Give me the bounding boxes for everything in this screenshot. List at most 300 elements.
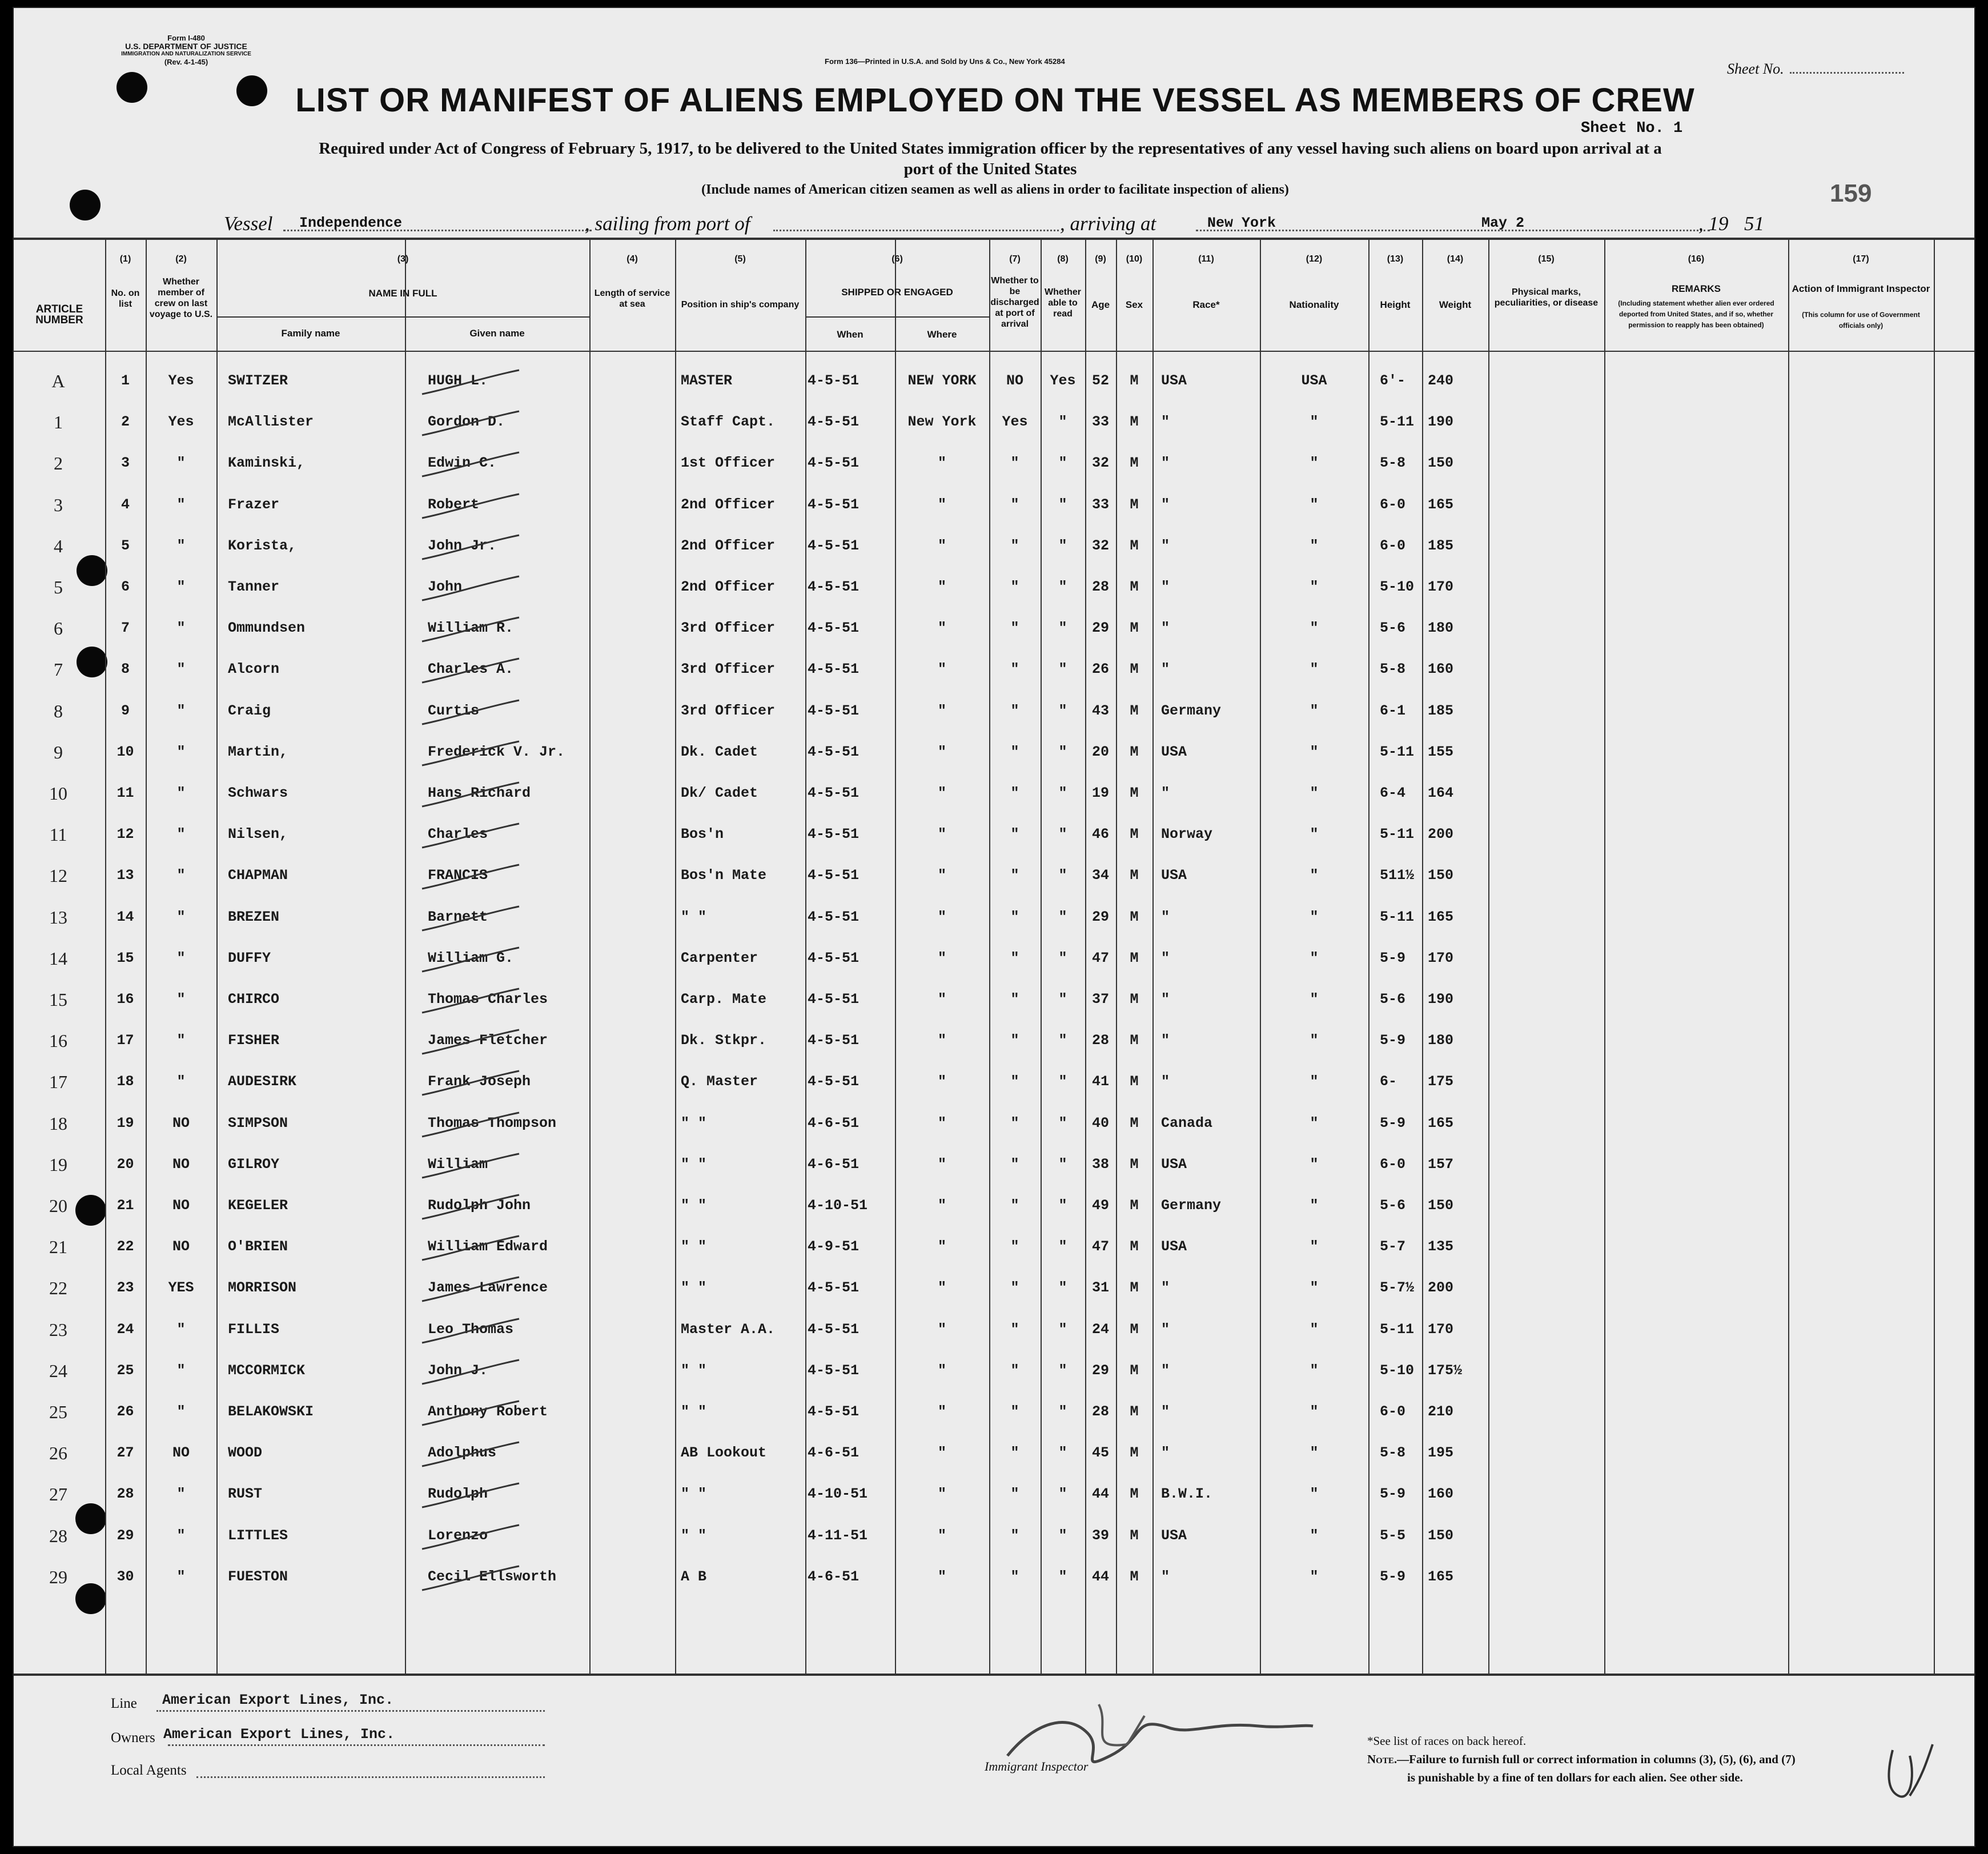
row-list-number: 30 <box>117 1568 134 1585</box>
row-discharge-flag: " <box>1010 1114 1019 1131</box>
row-nationality: " <box>1310 579 1319 595</box>
row-list-number: 8 <box>121 661 130 678</box>
row-height: 6- <box>1380 1073 1397 1090</box>
article-number: 16 <box>49 1030 67 1052</box>
service-length-mark <box>416 1520 531 1555</box>
row-read-flag: " <box>1058 1279 1067 1297</box>
row-list-number: 27 <box>117 1444 134 1462</box>
row-read-flag: Yes <box>1050 372 1076 389</box>
row-position: Dk. Cadet <box>681 743 758 760</box>
row-age: 47 <box>1091 1238 1109 1255</box>
row-list-number: 22 <box>117 1238 134 1255</box>
row-sex: M <box>1130 949 1139 966</box>
row-age: 26 <box>1091 661 1109 678</box>
row-height: 6'- <box>1380 372 1406 389</box>
row-shipped-where: " <box>937 661 946 678</box>
row-last-voyage: " <box>176 743 186 760</box>
row-shipped-where: " <box>937 1321 946 1338</box>
row-family-name: BREZEN <box>228 908 280 925</box>
col-remarks-header: REMARKS <box>1672 283 1721 294</box>
col-inspector-note: (This column for use of Government officials only) <box>1802 311 1920 330</box>
row-given-name: Hans Richard <box>428 785 531 801</box>
article-number-header: ARTICLE NUMBER <box>35 304 83 326</box>
row-nationality: " <box>1310 455 1319 472</box>
row-race: " <box>1161 1568 1170 1585</box>
service-length-mark <box>416 696 531 730</box>
row-list-number: 11 <box>117 785 134 801</box>
inspector-signature <box>996 1693 1316 1790</box>
row-sex: M <box>1130 1279 1139 1297</box>
row-read-flag: " <box>1058 991 1067 1008</box>
row-position: 1st Officer <box>681 455 776 472</box>
row-discharge-flag: " <box>1010 1362 1019 1379</box>
row-read-flag: " <box>1058 661 1067 678</box>
row-list-number: 20 <box>117 1155 134 1173</box>
article-number: 13 <box>49 906 67 928</box>
row-read-flag: " <box>1058 1032 1067 1049</box>
article-number: 4 <box>54 535 63 556</box>
vessel-name[interactable]: Independence <box>299 215 403 231</box>
row-nationality: " <box>1310 1568 1319 1585</box>
sheet-stamp: Sheet No. 1 <box>1581 120 1683 137</box>
service-length-mark <box>416 1025 531 1060</box>
row-nationality: " <box>1310 661 1319 678</box>
row-position: " " <box>681 1486 707 1503</box>
article-number: 17 <box>49 1072 67 1093</box>
row-given-name: Gordon D. <box>428 414 505 431</box>
column-rule <box>1488 238 1489 1674</box>
row-position: " " <box>681 908 707 925</box>
col-nationality-header: Nationality <box>1289 299 1339 310</box>
row-last-voyage: " <box>176 1568 186 1585</box>
row-age: 29 <box>1091 1362 1109 1379</box>
row-sex: M <box>1130 1362 1139 1379</box>
punch-hole <box>75 1583 106 1614</box>
row-family-name: Korista, <box>228 537 297 554</box>
row-discharge-flag: " <box>1010 743 1019 760</box>
row-shipped-when: 4-5-51 <box>808 414 860 431</box>
row-last-voyage: Yes <box>168 372 194 389</box>
row-given-name: John <box>428 579 463 595</box>
note-text: —Failure to furnish full or correct information in columns (3), (5), (6), and (7) <box>1397 1752 1796 1766</box>
arrival-year[interactable]: 51 <box>1744 212 1764 235</box>
row-family-name: Tanner <box>228 579 280 595</box>
name-subheader-rule <box>216 316 589 318</box>
row-shipped-where: " <box>937 1279 946 1297</box>
row-height: 5-9 <box>1380 1568 1406 1585</box>
row-list-number: 5 <box>121 537 130 554</box>
row-weight: 200 <box>1428 1279 1454 1297</box>
row-height: 5-7½ <box>1380 1279 1415 1297</box>
row-given-name: James Lawrence <box>428 1279 548 1297</box>
col-8-number: (8) <box>1057 254 1069 264</box>
row-shipped-where: NEW YORK <box>907 372 977 389</box>
row-read-flag: " <box>1058 1444 1067 1462</box>
row-position: Bos'n <box>681 826 724 843</box>
row-race: " <box>1161 1362 1170 1379</box>
row-position: " " <box>681 1362 707 1379</box>
row-family-name: MCCORMICK <box>228 1362 306 1379</box>
col-5-number: (5) <box>734 254 746 264</box>
service-length-mark <box>416 531 531 565</box>
row-position: 2nd Officer <box>681 537 776 554</box>
row-last-voyage: NO <box>172 1155 190 1173</box>
row-sex: M <box>1130 908 1139 925</box>
row-race: " <box>1161 537 1170 554</box>
row-discharge-flag: " <box>1010 1155 1019 1173</box>
row-race: " <box>1161 949 1170 966</box>
row-discharge-flag: " <box>1010 826 1019 843</box>
row-given-name: Charles A. <box>428 661 514 678</box>
row-read-flag: " <box>1058 620 1067 637</box>
row-shipped-when: 4-5-51 <box>808 496 860 513</box>
service-length-mark <box>416 737 531 771</box>
row-family-name: WOOD <box>228 1444 263 1462</box>
row-read-flag: " <box>1058 455 1067 472</box>
article-number: 9 <box>54 741 63 763</box>
row-shipped-when: 4-5-51 <box>808 661 860 678</box>
row-race: USA <box>1161 1238 1187 1255</box>
row-given-name: Thomas Thompson <box>428 1114 557 1131</box>
row-family-name: SWITZER <box>228 372 288 389</box>
service-length-mark <box>416 1438 531 1472</box>
row-race: " <box>1161 991 1170 1008</box>
row-read-flag: " <box>1058 537 1067 554</box>
row-position: " " <box>681 1197 707 1214</box>
row-list-number: 15 <box>117 949 134 966</box>
row-shipped-when: 4-11-51 <box>808 1527 868 1544</box>
row-last-voyage: " <box>176 620 186 637</box>
row-last-voyage: " <box>176 1032 186 1049</box>
service-length-mark <box>416 1314 531 1349</box>
row-family-name: Nilsen, <box>228 826 288 843</box>
row-read-flag: " <box>1058 1197 1067 1214</box>
row-nationality: " <box>1310 1362 1319 1379</box>
col-given-name-header: Given name <box>469 328 525 339</box>
row-shipped-where: " <box>937 1486 946 1503</box>
penalty-note-cont: is punishable by a fine of ten dollars for each alien. See other side. <box>1407 1771 1743 1784</box>
column-rule <box>405 238 406 1674</box>
row-shipped-when: 4-10-51 <box>808 1197 868 1214</box>
col-10-number: (10) <box>1126 254 1143 264</box>
col-6-number: (6) <box>891 254 903 264</box>
row-given-name: James Fletcher <box>428 1032 548 1049</box>
row-sex: M <box>1130 743 1139 760</box>
row-weight: 180 <box>1428 1032 1454 1049</box>
row-age: 47 <box>1091 949 1109 966</box>
row-height: 5-8 <box>1380 661 1406 678</box>
row-sex: M <box>1130 1568 1139 1585</box>
article-number: 5 <box>54 577 63 597</box>
column-rule <box>589 238 591 1674</box>
row-shipped-where: " <box>937 1403 946 1420</box>
row-read-flag: " <box>1058 826 1067 843</box>
row-last-voyage: NO <box>172 1114 190 1131</box>
arriving-label: , arriving at <box>1060 212 1156 235</box>
row-weight: 170 <box>1428 949 1454 966</box>
row-shipped-where: " <box>937 743 946 760</box>
row-height: 6-0 <box>1380 1155 1406 1173</box>
row-read-flag: " <box>1058 949 1067 966</box>
row-shipped-where: " <box>937 496 946 513</box>
punch-hole <box>77 555 107 586</box>
row-shipped-where: " <box>937 1362 946 1379</box>
row-shipped-when: 4-5-51 <box>808 743 860 760</box>
column-rule <box>675 238 676 1674</box>
row-discharge-flag: " <box>1010 1238 1019 1255</box>
row-shipped-where: " <box>937 702 946 719</box>
row-list-number: 3 <box>121 455 130 472</box>
row-age: 31 <box>1091 1279 1109 1297</box>
row-race: USA <box>1161 1527 1187 1544</box>
row-shipped-where: " <box>937 785 946 801</box>
row-list-number: 29 <box>117 1527 134 1544</box>
row-read-flag: " <box>1058 785 1067 801</box>
row-nationality: " <box>1310 1321 1319 1338</box>
col-17-number: (17) <box>1853 254 1869 264</box>
col-height-header: Height <box>1380 299 1411 310</box>
column-rule <box>1604 238 1605 1674</box>
row-discharge-flag: Yes <box>1002 414 1028 431</box>
row-race: " <box>1161 455 1170 472</box>
row-family-name: LITTLES <box>228 1527 288 1544</box>
include-note: (Include names of American citizen seamen as well as aliens in order to facilitate inspection of aliens) <box>701 182 1289 197</box>
row-age: 41 <box>1091 1073 1109 1090</box>
article-number: 18 <box>49 1113 67 1134</box>
row-race: " <box>1161 1279 1170 1297</box>
row-sex: M <box>1130 1073 1139 1090</box>
row-race: " <box>1161 1073 1170 1090</box>
row-weight: 185 <box>1428 537 1454 554</box>
article-number: 3 <box>54 494 63 515</box>
row-position: Master A.A. <box>681 1321 776 1338</box>
row-height: 5-7 <box>1380 1238 1406 1255</box>
row-read-flag: " <box>1058 1403 1067 1420</box>
row-weight: 150 <box>1428 1197 1454 1214</box>
row-age: 40 <box>1091 1114 1109 1131</box>
row-shipped-when: 4-5-51 <box>808 867 860 884</box>
row-sex: M <box>1130 991 1139 1008</box>
col-no-on-list-header: No. on list <box>111 288 140 309</box>
row-shipped-when: 4-5-51 <box>808 620 860 637</box>
row-family-name: FUESTON <box>228 1568 288 1585</box>
row-last-voyage: " <box>176 579 186 595</box>
row-family-name: Martin, <box>228 743 288 760</box>
row-weight: 190 <box>1428 414 1454 431</box>
row-age: 44 <box>1091 1568 1109 1585</box>
service-length-mark <box>416 613 531 647</box>
row-given-name: HUGH L. <box>428 372 488 389</box>
row-race: USA <box>1161 1155 1187 1173</box>
row-last-voyage: Yes <box>168 414 194 431</box>
col-inspector-header: Action of Immigrant Inspector <box>1792 283 1930 294</box>
row-last-voyage: " <box>176 1403 186 1420</box>
row-sex: M <box>1130 661 1139 678</box>
col-shipped-where-header: Where <box>927 329 957 340</box>
article-number: 14 <box>49 948 67 969</box>
row-shipped-where: " <box>937 908 946 925</box>
col-age-header: Age <box>1091 299 1110 310</box>
row-discharge-flag: " <box>1010 785 1019 801</box>
owners-value[interactable]: American Export Lines, Inc. <box>163 1726 395 1743</box>
row-nationality: " <box>1310 1444 1319 1462</box>
row-age: 28 <box>1091 1032 1109 1049</box>
col-race-header: Race* <box>1192 299 1220 310</box>
col-shipped-header: SHIPPED OR ENGAGED <box>841 287 953 298</box>
table-bottom-rule <box>14 1674 1975 1676</box>
row-discharge-flag: " <box>1010 620 1019 637</box>
row-sex: M <box>1130 620 1139 637</box>
row-sex: M <box>1130 1403 1139 1420</box>
row-weight: 155 <box>1428 743 1454 760</box>
service-length-mark <box>416 572 531 606</box>
row-shipped-when: 4-5-51 <box>808 579 860 595</box>
row-weight: 165 <box>1428 908 1454 925</box>
row-age: 28 <box>1091 1403 1109 1420</box>
row-age: 32 <box>1091 537 1109 554</box>
row-height: 5-10 <box>1380 1362 1415 1379</box>
row-last-voyage: " <box>176 1321 186 1338</box>
punch-hole <box>77 647 107 677</box>
row-height: 6-0 <box>1380 1403 1406 1420</box>
races-note: *See list of races on back hereof. <box>1367 1734 1527 1748</box>
row-sex: M <box>1130 1155 1139 1173</box>
row-family-name: KEGELER <box>228 1197 288 1214</box>
service-length-mark <box>416 489 531 524</box>
row-family-name: RUST <box>228 1486 263 1503</box>
row-race: " <box>1161 1444 1170 1462</box>
row-nationality: " <box>1310 1238 1319 1255</box>
row-family-name: Frazer <box>228 496 280 513</box>
row-family-name: FILLIS <box>228 1321 280 1338</box>
line-value[interactable]: American Export Lines, Inc. <box>162 1692 394 1708</box>
service-length-mark <box>416 1273 531 1307</box>
row-shipped-when: 4-5-51 <box>808 1362 860 1379</box>
row-shipped-when: 4-5-51 <box>808 1073 860 1090</box>
row-discharge-flag: " <box>1010 991 1019 1008</box>
table-top-rule <box>14 238 1975 240</box>
row-race: Norway <box>1161 826 1213 843</box>
service-length-mark <box>416 407 531 441</box>
row-height: 5-6 <box>1380 991 1406 1008</box>
row-discharge-flag: " <box>1010 455 1019 472</box>
col-4-number: (4) <box>626 254 638 264</box>
col-read-header: Whether able to read <box>1045 287 1081 319</box>
row-shipped-where: " <box>937 826 946 843</box>
row-read-flag: " <box>1058 1321 1067 1338</box>
row-shipped-where: " <box>937 1197 946 1214</box>
row-weight: 175½ <box>1428 1362 1463 1379</box>
col-3-number: (3) <box>397 254 409 264</box>
row-last-voyage: " <box>176 537 186 554</box>
row-given-name: Edwin C. <box>428 455 497 472</box>
row-age: 38 <box>1091 1155 1109 1173</box>
row-shipped-where: " <box>937 949 946 966</box>
row-nationality: " <box>1310 496 1319 513</box>
service-name: IMMIGRATION AND NATURALIZATION SERVICE <box>121 51 251 57</box>
row-nationality: USA <box>1301 372 1327 389</box>
col-16-number: (16) <box>1688 254 1705 264</box>
row-position: Staff Capt. <box>681 414 776 431</box>
service-length-mark <box>416 902 531 936</box>
row-family-name: Kaminski, <box>228 455 306 472</box>
service-length-mark <box>416 448 531 482</box>
row-given-name: John Jr. <box>428 537 497 554</box>
row-shipped-when: 4-5-51 <box>808 908 860 925</box>
row-shipped-where: " <box>937 579 946 595</box>
row-shipped-where: " <box>937 1114 946 1131</box>
row-family-name: AUDESIRK <box>228 1073 297 1090</box>
row-height: 5-9 <box>1380 1114 1406 1131</box>
row-height: 5-11 <box>1380 826 1415 843</box>
row-last-voyage: NO <box>172 1238 190 1255</box>
row-age: 32 <box>1091 455 1109 472</box>
row-race: " <box>1161 1321 1170 1338</box>
initials-mark <box>1875 1733 1938 1813</box>
sailing-label: , sailing from port of <box>585 212 750 235</box>
row-given-name: William <box>428 1155 488 1173</box>
row-height: 6-0 <box>1380 496 1406 513</box>
col-weight-header: Weight <box>1439 299 1472 310</box>
row-race: " <box>1161 661 1170 678</box>
year-label: , 19 <box>1698 212 1729 235</box>
row-height: 5-6 <box>1380 1197 1406 1214</box>
col-13-number: (13) <box>1387 254 1404 264</box>
row-nationality: " <box>1310 1279 1319 1297</box>
row-last-voyage: " <box>176 785 186 801</box>
row-shipped-where: " <box>937 1568 946 1585</box>
row-given-name: Cecil Ellsworth <box>428 1568 557 1585</box>
arriving-port[interactable]: New York <box>1207 215 1276 231</box>
row-shipped-where: " <box>937 1444 946 1462</box>
service-length-mark <box>416 943 531 977</box>
row-read-flag: " <box>1058 1527 1067 1544</box>
row-sex: M <box>1130 1197 1139 1214</box>
row-shipped-when: 4-5-51 <box>808 991 860 1008</box>
row-list-number: 7 <box>121 620 130 637</box>
row-age: 34 <box>1091 867 1109 884</box>
row-last-voyage: YES <box>168 1279 194 1297</box>
row-read-flag: " <box>1058 496 1067 513</box>
row-weight: 165 <box>1428 1568 1454 1585</box>
row-nationality: " <box>1310 826 1319 843</box>
header-rule <box>14 351 1975 352</box>
row-discharge-flag: " <box>1010 908 1019 925</box>
row-shipped-when: 4-5-51 <box>808 1321 860 1338</box>
row-height: 5-6 <box>1380 620 1406 637</box>
row-position: " " <box>681 1527 707 1544</box>
arrival-date[interactable]: May 2 <box>1481 215 1525 231</box>
row-sex: M <box>1130 414 1139 431</box>
row-position: AB Lookout <box>681 1444 767 1462</box>
row-shipped-when: 4-5-51 <box>808 785 860 801</box>
row-last-voyage: NO <box>172 1197 190 1214</box>
requirement-line: port of the United States <box>903 160 1077 178</box>
row-family-name: Alcorn <box>228 661 280 678</box>
row-shipped-when: 4-5-51 <box>808 372 860 389</box>
col-discharge-header: Whether to be discharged at port of arrival <box>990 276 1039 329</box>
row-discharge-flag: " <box>1010 1568 1019 1585</box>
row-list-number: 1 <box>121 372 130 389</box>
row-given-name: William Edward <box>428 1238 548 1255</box>
service-length-mark <box>416 366 531 400</box>
row-sex: M <box>1130 1114 1139 1131</box>
article-number: 7 <box>54 659 63 680</box>
row-read-flag: " <box>1058 1568 1067 1585</box>
row-age: 29 <box>1091 908 1109 925</box>
row-given-name: Anthony Robert <box>428 1403 548 1420</box>
row-sex: M <box>1130 455 1139 472</box>
